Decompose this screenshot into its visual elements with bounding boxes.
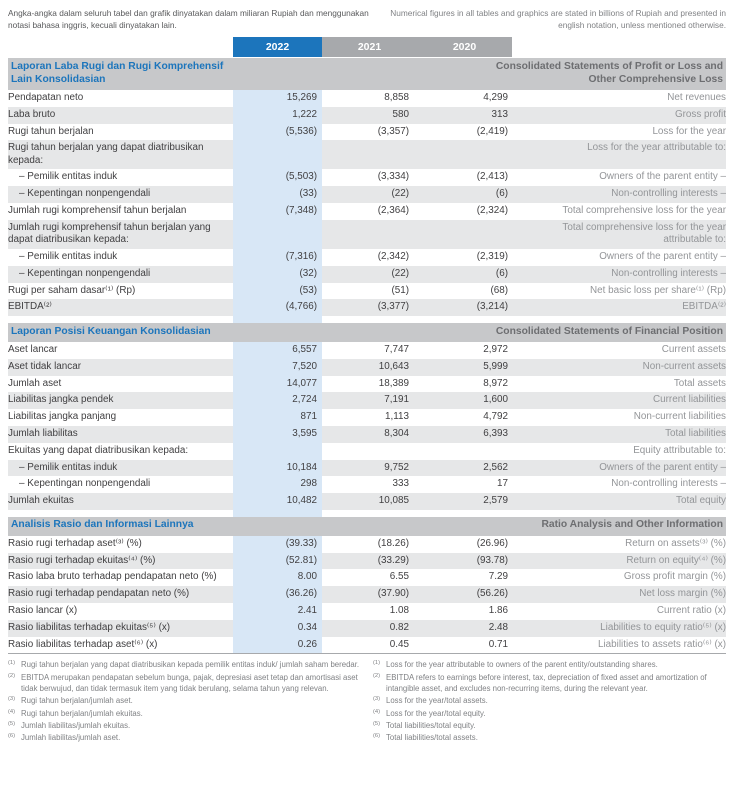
row-label-english: Current liabilities — [653, 394, 726, 406]
footnote-item — [8, 695, 361, 706]
row-value-2022: (7,316) — [233, 249, 322, 266]
table-row — [8, 169, 726, 186]
table-row — [8, 603, 726, 620]
row-value-2021: 6.55 — [389, 571, 409, 583]
row-label-english: Equity attributable to: — [633, 444, 726, 456]
row-value-2020: 4,792 — [483, 411, 508, 423]
section-title-english: Consolidated Statements of Profit or Loss and Other Comprehensive Loss — [495, 60, 723, 85]
row-value-2021: (3,334) — [377, 171, 409, 183]
row-value-2022: 298 — [233, 476, 322, 493]
section-title-english: Ratio Analysis and Other Information — [541, 519, 723, 531]
table-row — [8, 283, 726, 300]
row-label-indonesian: Laba bruto — [8, 108, 56, 120]
footnote-text: Jumlah liabilitas/jumlah aset. — [21, 733, 121, 743]
footnote-marker: (1) — [373, 660, 381, 667]
row-value-2020: 2.48 — [488, 621, 508, 633]
row-label-indonesian: Aset lancar — [8, 343, 58, 355]
row-label-indonesian: Rugi per saham dasar⁽¹⁾ (Rp) — [8, 284, 136, 296]
footnote-text: Loss for the year/total assets. — [386, 696, 488, 706]
row-label-indonesian: – Kepentingan nonpengendali — [19, 267, 151, 279]
row-label-indonesian: Rugi tahun berjalan yang dapat diatribusikan kepada: — [8, 142, 204, 166]
table-row — [8, 392, 726, 409]
footnote-marker: (5) — [8, 720, 16, 727]
row-label-indonesian: Jumlah ekuitas — [8, 495, 74, 507]
row-label-indonesian: – Pemilik entitas induk — [19, 250, 118, 262]
footnote-item — [373, 708, 726, 719]
row-value-2020: (2,419) — [476, 125, 508, 137]
row-value-2022: (33) — [233, 186, 322, 203]
units-note-indonesian: Angka-angka dalam seluruh tabel dan grafik dinyatakan dalam miliaran Rupiah dan menggunakan notasi bahasa inggris, kecuali dinyatakan lain. — [8, 8, 369, 30]
row-value-2021: 1,113 — [385, 411, 409, 423]
row-value-2021: (22) — [391, 188, 409, 200]
row-value-2020: (6) — [495, 188, 508, 200]
table-row — [8, 220, 726, 249]
row-value-2021: 10,643 — [378, 360, 409, 372]
row-value-2020: 2,579 — [483, 495, 508, 507]
section-title-english: Consolidated Statements of Financial Position — [495, 325, 723, 337]
row-value-2020: 2,562 — [483, 461, 508, 473]
row-label-indonesian: – Pemilik entitas induk — [19, 171, 118, 183]
row-value-2020: 7.29 — [488, 571, 508, 583]
row-value-2020: (2,324) — [476, 205, 508, 217]
footnote-marker: (5) — [373, 720, 381, 727]
row-value-2020: (6) — [495, 267, 508, 279]
footnote-text: Rugi tahun berjalan yang dapat diatribusikan kepada pemilik entitas induk/ jumlah saham beredar. — [21, 660, 360, 670]
row-value-2021 — [322, 443, 417, 448]
table-row — [8, 569, 726, 586]
table-row — [8, 342, 726, 359]
row-value-2022: 6,557 — [233, 342, 322, 359]
row-value-2020: (56.26) — [476, 588, 508, 600]
table-row — [8, 460, 726, 477]
row-label-english: Non-controlling interests – — [611, 267, 726, 279]
section-title-indonesian: Laporan Laba Rugi dan Rugi Komprehensif Lain Konsolidasian — [11, 60, 224, 85]
row-label-english: Loss for the year — [652, 125, 726, 137]
row-value-2022: (4,766) — [233, 299, 322, 316]
row-label-english: Liabilities to assets ratio⁽⁶⁾ (x) — [597, 638, 726, 650]
units-notes — [8, 8, 726, 31]
row-value-2021: (22) — [391, 267, 409, 279]
year-header-spacer-right — [512, 37, 726, 57]
footnote-text: EBITDA refers to earnings before interest, tax, depreciation of fixed asset and amortization of intangible asset, and excludes non-recurring items, during the relevant year. — [386, 672, 707, 693]
row-label-english: Return on assets⁽³⁾ (%) — [625, 537, 726, 549]
row-label-english: Owners of the parent entity – — [599, 461, 726, 473]
row-value-2021: (2,342) — [377, 250, 409, 262]
footnote-item — [373, 732, 726, 743]
table-row — [8, 536, 726, 553]
row-label-indonesian: Rasio rugi terhadap pendapatan neto (%) — [8, 588, 190, 600]
table-row — [8, 426, 726, 443]
row-label-english: Loss for the year attributable to: — [587, 142, 726, 154]
footnote-item — [373, 695, 726, 706]
row-value-2021: 8,304 — [384, 427, 409, 439]
row-value-2021 — [322, 140, 417, 145]
row-value-2022: 14,077 — [233, 376, 322, 393]
row-value-2022 — [233, 220, 322, 249]
column-header-2021: 2021 — [357, 41, 382, 54]
row-label-english: Owners of the parent entity – — [599, 250, 726, 262]
footnote-marker: (2) — [373, 672, 381, 679]
table-bottom-rule — [8, 653, 726, 654]
row-label-english: Net basic loss per share⁽¹⁾ (Rp) — [589, 284, 726, 296]
table-row — [8, 376, 726, 393]
row-value-2022: (5,503) — [233, 169, 322, 186]
row-value-2022: (5,536) — [233, 124, 322, 141]
row-value-2020: 4,299 — [483, 91, 508, 103]
table-row — [8, 553, 726, 570]
table-row — [8, 409, 726, 426]
table-row — [8, 586, 726, 603]
section-header — [8, 58, 726, 90]
footnote-text: Jumlah liabilitas/jumlah ekuitas. — [21, 720, 131, 730]
row-value-2022: (7,348) — [233, 203, 322, 220]
row-label-english: Total comprehensive loss for the year — [562, 205, 726, 217]
row-value-2020 — [417, 220, 512, 225]
row-value-2020: 0.71 — [488, 638, 508, 650]
row-label-indonesian: – Kepentingan nonpengendali — [19, 478, 151, 490]
row-value-2021: (3,357) — [377, 125, 409, 137]
row-value-2022: 2,724 — [233, 392, 322, 409]
row-value-2022: 871 — [233, 409, 322, 426]
footnote-marker: (1) — [8, 660, 16, 667]
row-label-indonesian: Rasio liabilitas terhadap ekuitas⁽⁵⁾ (x) — [8, 621, 171, 633]
row-label-indonesian: Rasio rugi terhadap ekuitas⁽⁴⁾ (%) — [8, 554, 156, 566]
row-label-english: Current ratio (x) — [656, 604, 726, 616]
footnote-text: Rugi tahun berjalan/jumlah aset. — [21, 696, 133, 706]
row-value-2020: 6,393 — [483, 427, 508, 439]
row-label-indonesian: Rugi tahun berjalan — [8, 125, 94, 137]
row-value-2021 — [322, 220, 417, 225]
row-value-2020: (2,413) — [476, 171, 508, 183]
row-value-2021: (33.29) — [377, 554, 409, 566]
row-value-2022: (32) — [233, 266, 322, 283]
row-value-2021: (2,364) — [377, 205, 409, 217]
row-value-2022: 1,222 — [233, 107, 322, 124]
row-value-2020: (26.96) — [476, 537, 508, 549]
footnote-text: Total liabilities/total equity. — [386, 720, 476, 730]
row-value-2021: 18,389 — [378, 377, 409, 389]
table-row — [8, 249, 726, 266]
row-value-2022: (36.26) — [233, 586, 322, 603]
column-header-2022: 2022 — [233, 37, 322, 57]
row-value-2020: 2,972 — [483, 343, 508, 355]
footnote-marker: (2) — [8, 672, 16, 679]
table-row — [8, 124, 726, 141]
row-value-2020 — [417, 140, 512, 145]
footnotes — [8, 659, 726, 744]
row-value-2020: (93.78) — [476, 554, 508, 566]
footnote-marker: (6) — [373, 733, 381, 740]
row-label-english: Return on equity⁽⁴⁾ (%) — [626, 554, 726, 566]
row-value-2021: 0.45 — [389, 638, 409, 650]
row-label-indonesian: EBITDA⁽²⁾ — [8, 301, 52, 313]
row-label-indonesian: – Pemilik entitas induk — [19, 461, 118, 473]
table-row — [8, 620, 726, 637]
row-label-english: Liabilities to equity ratio⁽⁵⁾ (x) — [600, 621, 726, 633]
footnote-text: Loss for the year attributable to owners of the parent entity/outstanding shares. — [386, 660, 658, 670]
row-value-2022 — [233, 140, 322, 169]
footnote-item — [373, 659, 726, 670]
row-label-english: Non-controlling interests – — [611, 478, 726, 490]
row-value-2021: 7,747 — [384, 343, 409, 355]
table-row — [8, 266, 726, 283]
year-header-spacer — [8, 37, 233, 57]
row-label-indonesian: Rasio rugi terhadap aset⁽³⁾ (%) — [8, 537, 142, 549]
row-label-english: Non-current liabilities — [633, 411, 726, 423]
financial-table-body — [8, 58, 726, 654]
row-value-2021: (37.90) — [377, 588, 409, 600]
table-row — [8, 90, 726, 107]
footnote-text: Rugi tahun berjalan/jumlah ekuitas. — [21, 708, 143, 718]
row-value-2020: (2,319) — [476, 250, 508, 262]
footnote-item — [8, 659, 361, 670]
year-header-gray-band — [322, 37, 512, 57]
footnote-item — [373, 672, 726, 695]
row-label-indonesian: Liabilitas jangka panjang — [8, 411, 117, 423]
row-value-2021: 0.82 — [389, 621, 409, 633]
row-value-2021: 1.08 — [389, 604, 409, 616]
row-label-indonesian: – Kepentingan nonpengendali — [19, 188, 151, 200]
row-label-indonesian: Jumlah rugi komprehensif tahun berjalan yang dapat diatribusikan kepada: — [8, 221, 211, 246]
footnote-item — [8, 732, 361, 743]
section-header — [8, 517, 726, 536]
row-value-2021: 8,858 — [384, 91, 409, 103]
row-label-english: Gross profit margin (%) — [623, 571, 726, 583]
section-title-indonesian: Laporan Posisi Keuangan Konsolidasian — [11, 325, 211, 337]
row-label-indonesian: Ekuitas yang dapat diatribusikan kepada: — [8, 444, 189, 456]
row-value-2022: 15,269 — [233, 90, 322, 107]
row-value-2020: 8,972 — [483, 377, 508, 389]
row-value-2022: 3,595 — [233, 426, 322, 443]
footnote-item — [373, 720, 726, 731]
row-label-english: Total liabilities — [665, 427, 726, 439]
row-value-2022: 2.41 — [233, 603, 322, 620]
row-value-2021: 580 — [392, 108, 409, 120]
row-label-indonesian: Jumlah liabilitas — [8, 427, 78, 439]
footnote-marker: (4) — [8, 708, 16, 715]
table-row — [8, 140, 726, 169]
row-value-2021: (18.26) — [377, 537, 409, 549]
section-header — [8, 323, 726, 342]
row-label-indonesian: Rasio lancar (x) — [8, 604, 78, 616]
row-value-2022: 8.00 — [233, 569, 322, 586]
table-row — [8, 493, 726, 510]
row-label-indonesian: Aset tidak lancar — [8, 360, 82, 372]
footnote-item — [8, 672, 361, 695]
row-value-2020: 5,999 — [483, 360, 508, 372]
row-label-indonesian: Liabilitas jangka pendek — [8, 394, 114, 406]
row-value-2020: 313 — [491, 108, 508, 120]
row-label-english: Total assets — [673, 377, 726, 389]
row-label-indonesian: Jumlah aset — [8, 377, 62, 389]
row-value-2020: 17 — [497, 478, 508, 490]
row-value-2021: (51) — [391, 284, 409, 296]
row-value-2022: (39.33) — [233, 536, 322, 553]
footnote-marker: (4) — [373, 708, 381, 715]
row-value-2022: 7,520 — [233, 359, 322, 376]
units-note-english: Numerical figures in all tables and graphics are stated in billions of Rupiah and presented in english notation, unless mentioned otherwise. — [390, 8, 726, 30]
footnote-marker: (3) — [373, 696, 381, 703]
footnote-item — [8, 720, 361, 731]
row-value-2020 — [417, 443, 512, 448]
row-label-english: Total comprehensive loss for the year attributable to: — [562, 221, 726, 246]
row-label-indonesian: Pendapatan neto — [8, 91, 84, 103]
row-value-2020: (3,214) — [476, 301, 508, 313]
footnote-item — [8, 708, 361, 719]
table-row — [8, 107, 726, 124]
row-label-english: Non-current assets — [642, 360, 726, 372]
section-title-indonesian: Analisis Rasio dan Informasi Lainnya — [11, 519, 194, 531]
row-label-english: Total equity — [676, 495, 726, 507]
year-column-header — [8, 37, 726, 57]
row-value-2021: 333 — [392, 478, 409, 490]
row-value-2022: 0.26 — [233, 637, 322, 654]
row-label-english: Net loss margin (%) — [639, 588, 726, 600]
footnote-text: Loss for the year/total equity. — [386, 708, 486, 718]
row-value-2022 — [233, 443, 322, 460]
table-row — [8, 299, 726, 316]
row-value-2021: 7,191 — [384, 394, 409, 406]
row-value-2022: (53) — [233, 283, 322, 300]
table-row — [8, 476, 726, 493]
table-row — [8, 203, 726, 220]
footnote-marker: (6) — [8, 733, 16, 740]
row-value-2020: (68) — [490, 284, 508, 296]
row-label-english: Non-controlling interests – — [611, 188, 726, 200]
row-value-2020: 1,600 — [483, 394, 508, 406]
row-label-english: Current assets — [661, 343, 726, 355]
row-value-2021: 10,085 — [378, 495, 409, 507]
row-label-english: EBITDA⁽²⁾ — [682, 301, 726, 313]
row-label-indonesian: Jumlah rugi komprehensif tahun berjalan — [8, 205, 187, 217]
row-value-2020: 1.86 — [488, 604, 508, 616]
row-label-indonesian: Rasio laba bruto terhadap pendapatan neto (%) — [8, 571, 217, 583]
row-value-2022: 10,482 — [233, 493, 322, 510]
table-row — [8, 637, 726, 654]
row-value-2022: (52.81) — [233, 553, 322, 570]
footnotes-english — [373, 659, 726, 744]
row-value-2021: (3,377) — [377, 301, 409, 313]
row-value-2022: 10,184 — [233, 460, 322, 477]
table-row — [8, 443, 726, 460]
table-row — [8, 186, 726, 203]
row-label-english: Owners of the parent entity – — [599, 171, 726, 183]
footnote-marker: (3) — [8, 696, 16, 703]
row-label-indonesian: Rasio liabilitas terhadap aset⁽⁶⁾ (x) — [8, 638, 158, 650]
footnotes-indonesian — [8, 659, 361, 744]
row-label-english: Net revenues — [667, 91, 726, 103]
row-label-english: Gross profit — [674, 108, 726, 120]
table-row — [8, 359, 726, 376]
column-header-2020: 2020 — [452, 41, 477, 54]
footnote-text: Total liabilities/total assets. — [386, 733, 478, 743]
footnote-text: EBITDA merupakan pendapatan sebelum bunga, pajak, depresiasi aset tetap dan amortisasi aset tidak berwujud, dan tidak termasuk item yang tidak berulang, selama tahun yang relevan. — [21, 672, 358, 693]
row-value-2022: 0.34 — [233, 620, 322, 637]
row-value-2021: 9,752 — [384, 461, 409, 473]
